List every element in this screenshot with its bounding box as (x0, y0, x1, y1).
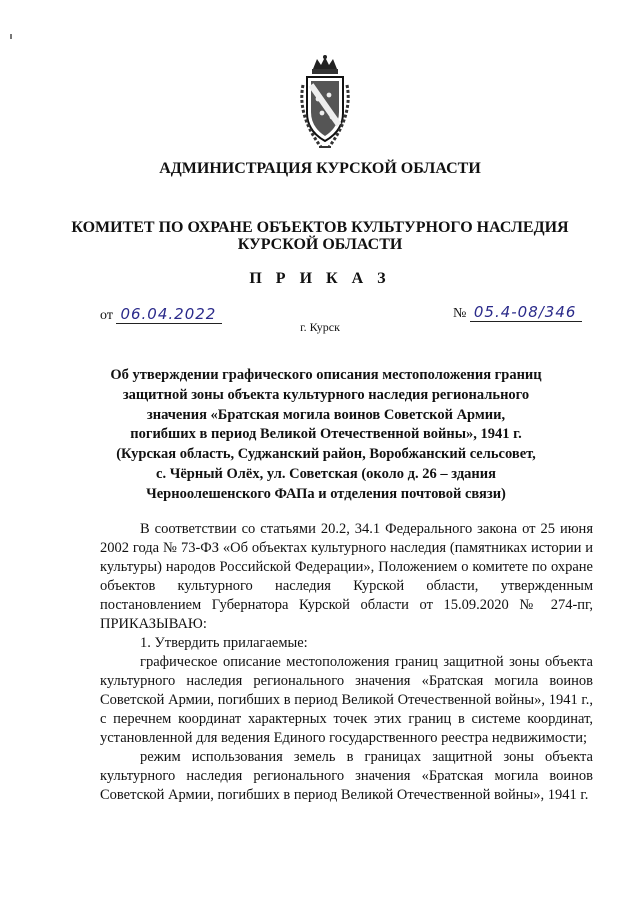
body-paragraph: режим использования земель в границах защитной зоны объекта культурного наследия регионального значения «Братская могила воинов Советской Армии, погибших в период Великой Отечественной войны», 1941 г. (100, 749, 593, 803)
scan-mark (10, 34, 12, 39)
subject-line: с. Чёрный Олёх, ул. Советская (около д. 26 – здания (156, 465, 496, 482)
subject-line: Черноолешенского ФАПа и отделения почтовой связи) (146, 485, 506, 502)
date-prefix: от (100, 308, 113, 323)
city-label: г. Курск (300, 320, 340, 334)
body-paragraph: В соответствии со статьями 20.2, 34.1 Федерального закона от 25 июня 2002 года № 73-ФЗ «Об объектах культурного наследия (памятниках истории и культуры) народов Российской Федерации», Положением о комитете по охране объектов культурного наследия Курской области, утвержденным постановлением Губернатора Курской области от 15.09.2020 № 274-пг, ПРИКАЗЫВАЮ: (100, 521, 593, 632)
order-subject (100, 366, 552, 505)
date-value: 06.04.2022 (116, 305, 222, 324)
subject-line: Об утверждении графического описания местоположения границ (110, 367, 542, 383)
body-paragraph: графическое описание местоположения границ защитной зоны объекта культурного наследия регионального значения «Братская могила воинов Советской Армии, погибших в период Великой Отечественной войны», 1941 г., с перечнем координат характерных точек этих границ в системе координат, установленной для ведения Единого государственного реестра недвижимости; (100, 654, 593, 746)
subject-line: защитной зоны объекта культурного наследия регионального (122, 386, 530, 403)
coat-of-arms-icon (293, 55, 357, 151)
committee-title (0, 219, 640, 253)
committee-title-line1: КОМИТЕТ ПО ОХРАНЕ ОБЪЕКТОВ КУЛЬТУРНОГО НАСЛЕДИЯ (71, 219, 569, 236)
order-body (100, 520, 593, 805)
document-type-title: П Р И К А З (249, 270, 391, 287)
subject-line: погибших в период Великой Отечественной войны», 1941 г. (130, 426, 522, 443)
number-prefix: № (453, 306, 467, 321)
administration-title: АДМИНИСТРАЦИЯ КУРСКОЙ ОБЛАСТИ (159, 160, 481, 177)
subject-line: значения «Братская могила воинов Советской Армии, (146, 406, 506, 423)
number-value: 05.4-08/346 (470, 303, 583, 322)
subject-line: (Курская область, Суджанский район, Воробжанский сельсовет, (116, 446, 536, 463)
body-paragraph: 1. Утвердить прилагаемые: (140, 635, 308, 651)
committee-title-line2: КУРСКОЙ ОБЛАСТИ (237, 236, 403, 253)
